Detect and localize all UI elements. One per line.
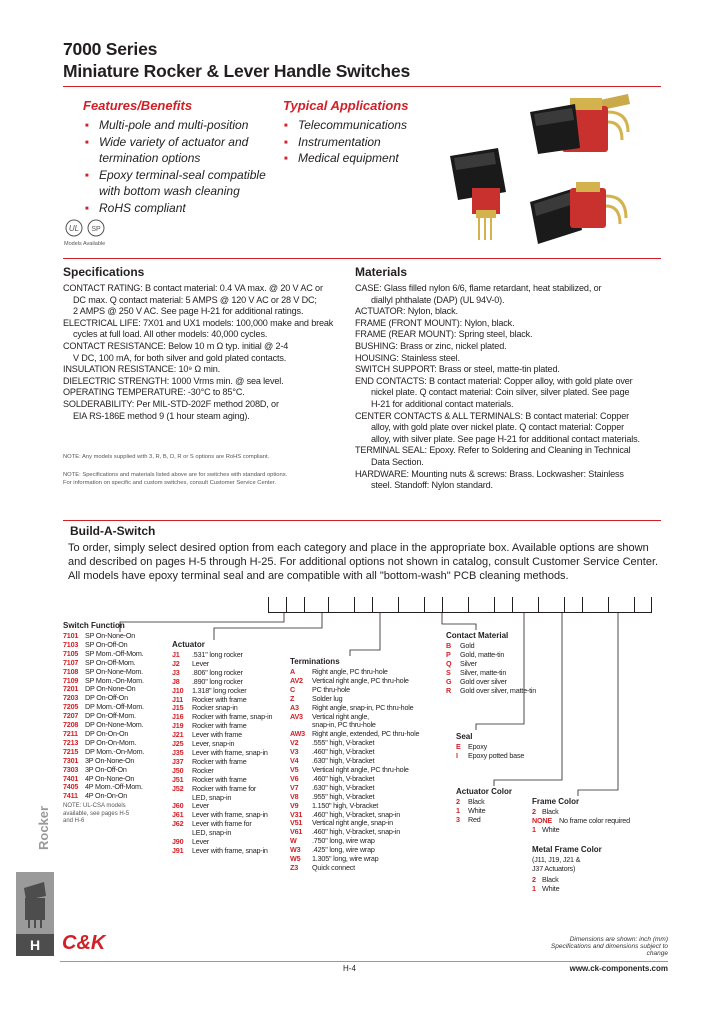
option-code: 7208: [63, 720, 79, 730]
option-desc: Silver, matte-tin: [460, 667, 507, 677]
option-code: AV2: [290, 675, 303, 685]
option-desc: Rocker: [192, 765, 214, 775]
ul-csa-note: [63, 803, 163, 826]
option-desc: 1.318" long rocker: [192, 685, 247, 695]
option-desc: .955" high, V-bracket: [312, 791, 375, 801]
option-code: 1: [532, 824, 536, 834]
metal-frame-subheading-line: J37 Actuators): [532, 863, 576, 873]
option-desc: SP Mom.-Off-Mom.: [85, 648, 144, 658]
spec-line: SOLDERABILITY: Per MIL-STD-202F method 208D, or: [63, 398, 279, 409]
material-line: alloy, with silver plate. See page H-21 for additional contact materials.: [371, 433, 640, 444]
material-line: BUSHING: Brass or zinc, nickel plated.: [355, 340, 507, 351]
actuator-color-heading: Actuator Color: [456, 787, 512, 796]
option-code: 7101: [63, 631, 79, 640]
material-line: FRAME (REAR MOUNT): Spring steel, black.: [355, 329, 533, 340]
option-desc: .630" high, V-bracket: [312, 756, 375, 766]
option-desc: Rocker with frame: [192, 721, 247, 731]
option-code: AW3: [290, 729, 305, 739]
material-line: H-21 for additional contact materials.: [371, 398, 514, 409]
footer-divider: [60, 961, 668, 962]
ul-csa-note-line: available, see pages H-5: [63, 810, 130, 817]
option-desc: SP On-Off-Mom.: [85, 657, 136, 667]
material-line: END CONTACTS: B contact material: Copper alloy, with gold plate over: [355, 375, 633, 386]
option-code: 7109: [63, 675, 79, 685]
option-desc: Rocker with frame: [192, 774, 247, 784]
option-desc: Red: [468, 814, 481, 824]
spec-line: ELECTRICAL LIFE: 7X01 and UX1 models: 100,000 make and break: [63, 317, 334, 328]
option-desc: SP On-None-Mom.: [85, 666, 143, 676]
option-desc: Lever with frame for: [192, 819, 252, 829]
option-code: 7301: [63, 755, 79, 765]
option-code: J2: [172, 658, 180, 668]
actuator-color-list: [456, 798, 485, 825]
switch-function-option[interactable]: [63, 792, 144, 801]
material-line: steel. Standoff: Nylon standard.: [371, 480, 493, 491]
applications-heading: Typical Applications: [283, 98, 409, 113]
option-code: J1: [172, 650, 180, 659]
option-desc: 3P On-None-On: [85, 755, 135, 765]
option-code: W: [290, 836, 297, 846]
option-desc: 3P On-Off-On: [85, 764, 127, 774]
option-desc: Vertical right angle, snap-in: [312, 818, 393, 828]
option-desc: .806" long rocker: [192, 667, 243, 677]
option-code: W3: [290, 845, 301, 855]
option-code: 7401: [63, 773, 79, 783]
option-desc: .630" high, V-bracket: [312, 782, 375, 792]
option-desc: Lever with frame, snap-in: [192, 810, 268, 820]
actuator-option-continued: [172, 829, 272, 838]
ck-logo: C&K: [62, 932, 106, 954]
option-code: J16: [172, 712, 184, 722]
option-code: V6: [290, 773, 299, 783]
option-code: V51: [290, 818, 303, 828]
option-code: V4: [290, 756, 299, 766]
switch-function-list: [63, 632, 144, 801]
option-code: 7205: [63, 702, 79, 712]
option-desc: Lever, snap-in: [192, 739, 235, 749]
option-desc: SP On-Off-On: [85, 639, 128, 649]
option-desc: 1.150" high, V-bracket: [312, 800, 379, 810]
option-code: 7203: [63, 693, 79, 703]
terminations-heading: Terminations: [290, 657, 340, 666]
option-desc: .425" long, wire wrap: [312, 845, 375, 855]
option-code: 7411: [63, 791, 78, 801]
svg-text:UL: UL: [68, 224, 80, 233]
option-code: G: [446, 676, 452, 686]
option-desc: DP On-None-On: [85, 684, 136, 694]
option-desc: Gold over silver, matte-tin: [460, 685, 537, 695]
option-code: J25: [172, 739, 184, 749]
option-desc: White: [542, 883, 560, 893]
option-code: 2: [456, 797, 460, 806]
option-code: V8: [290, 791, 299, 801]
option-desc: 4P On-None-On: [85, 773, 135, 783]
spec-line: DIELECTRIC STRENGTH: 1000 Vrms min. @ sea level.: [63, 375, 284, 386]
metal-frame-color-option[interactable]: [532, 885, 559, 894]
page-title-series: 7000 Series: [63, 39, 158, 59]
option-desc: SP Mom.-On-Mom.: [85, 675, 144, 685]
option-desc: Rocker snap-in: [192, 703, 238, 713]
option-code: V9: [290, 800, 299, 810]
option-desc: Vertical right angle, PC thru-hole: [312, 675, 409, 685]
seal-heading: Seal: [456, 732, 473, 741]
option-desc: .460" high, V-bracket: [312, 747, 375, 757]
rohs-note: NOTE: Any models supplied with 3, R, B, D, R or S options are RoHS compliant.: [63, 454, 270, 460]
option-code: J60: [172, 801, 184, 811]
actuator-option[interactable]: [172, 651, 272, 660]
option-code: J15: [172, 703, 184, 713]
contact-material-option[interactable]: [446, 687, 536, 696]
feature-item: ■ Epoxy terminal-seal compatible with bottom wash cleaning: [83, 167, 283, 200]
termination-option[interactable]: [290, 864, 419, 873]
option-desc: Black: [542, 807, 559, 816]
option-desc: Solder lug: [312, 693, 343, 703]
option-desc: DP On-On-On: [85, 728, 129, 738]
option-code: 7105: [63, 648, 79, 658]
option-desc: Lever with frame, snap-in: [192, 845, 268, 855]
option-desc: Rocker with frame, snap-in: [192, 712, 273, 722]
spec-line: DC max. Q contact material: 5 AMPS @ 120 V AC or 28 V DC;: [73, 294, 317, 305]
spec-line: CONTACT RATING: B contact material: 0.4 VA max. @ 20 V AC or: [63, 283, 323, 293]
option-desc-continued: LED, snap-in: [192, 792, 232, 802]
metal-frame-color-subheading: [532, 856, 580, 874]
option-desc: Gold: [460, 641, 475, 650]
side-tab-label: Rocker: [36, 805, 51, 850]
side-tab-icon-block: [16, 872, 54, 934]
option-desc: Lever: [192, 837, 209, 847]
material-line: nickel plate. Q contact material: Coin silver, silver plated. See page: [371, 387, 630, 398]
option-code: Z: [290, 693, 295, 703]
spec-line: CONTACT RESISTANCE: Below 10 m Ω typ. initial @ 2-4: [63, 340, 289, 351]
option-code: 7213: [63, 737, 79, 747]
option-desc: .750" long, wire wrap: [312, 836, 375, 846]
option-desc: Quick connect: [312, 862, 355, 872]
option-code: J3: [172, 667, 180, 677]
option-desc: Epoxy potted base: [468, 750, 525, 760]
feature-item: ■ Wide variety of actuator and termination options: [83, 134, 283, 167]
build-a-switch-heading: Build-A-Switch: [70, 524, 156, 538]
option-code: 7201: [63, 684, 79, 694]
actuator-color-option[interactable]: [456, 816, 485, 825]
option-desc: Right angle, PC thru-hole: [312, 667, 388, 676]
spec-line: V DC, 100 mA, for both silver and gold plated contacts.: [73, 352, 287, 363]
page-title: Miniature Rocker & Lever Handle Switches: [63, 61, 410, 81]
application-item: ■ Telecommunications: [282, 117, 452, 134]
option-code: V5: [290, 764, 299, 774]
option-desc: Rocker with frame: [192, 756, 247, 766]
option-desc: DP On-On-Mom.: [85, 737, 137, 747]
dimensions-note-line: Specifications and dimensions subject to change: [550, 943, 668, 957]
option-desc: Silver: [460, 658, 477, 668]
side-tab-label-area: [16, 780, 54, 852]
option-code: 7107: [63, 657, 79, 667]
option-code: C: [290, 684, 295, 694]
option-desc: Gold, matte-tin: [460, 649, 505, 659]
option-code: AV3: [290, 711, 303, 721]
terminations-list: [290, 668, 419, 873]
option-code: V7: [290, 782, 299, 792]
option-code: 7207: [63, 711, 79, 721]
option-code: Q: [446, 658, 452, 668]
option-code: 2: [532, 875, 536, 884]
material-line: Data Section.: [371, 456, 424, 467]
option-desc: Black: [542, 875, 559, 884]
material-line: FRAME (FRONT MOUNT): Nylon, black.: [355, 317, 515, 328]
option-code: J61: [172, 810, 184, 820]
features-heading: Features/Benefits: [83, 98, 193, 113]
option-code: 7103: [63, 639, 79, 649]
actuator-option[interactable]: [172, 758, 272, 767]
option-desc: SP On-None-On: [85, 631, 136, 640]
option-code: J50: [172, 765, 184, 775]
option-desc: PC thru-hole: [312, 684, 350, 694]
option-code: 2: [532, 807, 536, 816]
material-line: CENTER CONTACTS & ALL TERMINALS: B contact material: Copper: [355, 410, 629, 421]
ul-csa-note-line: and H-6: [63, 818, 85, 824]
option-code: W5: [290, 854, 301, 864]
option-desc: Rocker with frame: [192, 694, 247, 704]
page-number: H-4: [343, 964, 356, 973]
option-code: V31: [290, 809, 303, 819]
actuator-heading: Actuator: [172, 640, 205, 649]
actuator-option-continued: [172, 794, 272, 803]
option-desc: DP On-None-Mom.: [85, 720, 144, 730]
option-code: 3: [456, 814, 460, 824]
rocker-switch-icon: [16, 872, 54, 934]
option-desc: No frame color required: [559, 815, 630, 825]
material-line: SWITCH SUPPORT: Brass or steel, matte-tin plated.: [355, 364, 560, 375]
specifications-heading: Specifications: [63, 265, 145, 279]
option-code: I: [456, 750, 458, 760]
option-desc: .555" high, V-bracket: [312, 738, 375, 748]
option-desc: Lever with frame: [192, 730, 242, 740]
option-code: J90: [172, 837, 184, 847]
frame-color-option[interactable]: [532, 826, 630, 835]
models-available-label: Models Available: [64, 241, 106, 247]
termination-option[interactable]: [290, 686, 419, 695]
option-code: 7303: [63, 764, 79, 774]
option-code: P: [446, 649, 451, 659]
option-code: 1: [532, 883, 536, 893]
option-desc: Lever with frame, snap-in: [192, 747, 268, 757]
option-code: J19: [172, 721, 184, 731]
svg-text:SP: SP: [91, 226, 101, 233]
spec-line: EIA RS-186E method 9 (1 hour steam aging).: [73, 410, 250, 421]
spec-line: INSULATION RESISTANCE: 10⁹ Ω min.: [63, 364, 221, 375]
option-desc: Gold over silver: [460, 676, 507, 686]
application-item: ■ Medical equipment: [282, 150, 452, 167]
spec-line: OPERATING TEMPERATURE: -30°C to 85°C.: [63, 387, 245, 398]
application-item: ■ Instrumentation: [282, 134, 452, 151]
dimensions-note-line: Dimensions are shown: inch (mm): [569, 936, 668, 943]
spec-line: cycles at full load. All other models: 40,000 cycles.: [73, 329, 268, 340]
option-desc: .460" high, V-bracket: [312, 773, 375, 783]
metal-frame-subheading-line: (J11, J19, J21 &: [532, 855, 581, 864]
option-desc: .890" long rocker: [192, 676, 243, 686]
option-code: 7215: [63, 746, 79, 756]
spec-note-line: NOTE: Specifications and materials listed above are for switches with standard options.: [63, 472, 288, 478]
spec-line: 2 AMPS @ 250 V AC. See page H-21 for additional ratings.: [73, 306, 304, 317]
material-line: TERMINAL SEAL: Epoxy. Refer to Soldering and Cleaning in Technical: [355, 445, 631, 456]
option-desc: Lever: [192, 658, 209, 668]
material-line: HARDWARE: Mounting nuts & screws: Brass. Lockwasher: Stainless: [355, 468, 624, 479]
option-code: S: [446, 667, 451, 677]
material-line: CASE: Glass filled nylon 6/6, flame retardant, heat stabilized, or: [355, 283, 602, 293]
option-desc: Vertical right angle,: [312, 711, 369, 721]
section-letter-tab: H: [16, 934, 54, 956]
option-desc: 4P Mom.-Off-Mom.: [85, 782, 143, 792]
termination-option[interactable]: [290, 677, 419, 686]
option-code: 7108: [63, 666, 79, 676]
metal-frame-color-list: [532, 876, 559, 894]
option-code: 1: [456, 805, 460, 815]
option-desc: Black: [468, 797, 485, 806]
option-code: V2: [290, 738, 299, 748]
build-a-switch-intro: To order, simply select desired option from each category and place in the appropriate box. Available options are shown and described on pages H-5 through H-25. For additional options not shown in catalog, consult Customer Service Center. All models have epoxy terminal seal and are compatible with all "bottom-wash" PCB cleaning methods.: [68, 542, 659, 582]
option-code: 7211: [63, 728, 78, 738]
option-desc: DP On-Off-Mom.: [85, 711, 136, 721]
contact-material-heading: Contact Material: [446, 631, 509, 640]
option-code: J62: [172, 819, 184, 829]
material-line: HOUSING: Stainless steel.: [355, 352, 460, 363]
option-code: 7405: [63, 782, 79, 792]
option-code: J21: [172, 730, 184, 740]
option-code: J10: [172, 685, 184, 695]
option-code: E: [456, 742, 461, 751]
option-desc: 1.305" long, wire wrap: [312, 854, 379, 864]
option-desc: White: [542, 824, 560, 834]
switch-function-heading: Switch Function: [63, 621, 125, 630]
option-code: J35: [172, 747, 184, 757]
option-code: A: [290, 667, 295, 676]
feature-item: ■ Multi-pole and multi-position: [83, 117, 283, 134]
seal-option[interactable]: [456, 752, 524, 761]
material-line: ACTUATOR: Nylon, black.: [355, 306, 458, 317]
option-desc: .460" high, V-bracket, snap-in: [312, 809, 401, 819]
option-code: B: [446, 641, 451, 650]
option-desc: Rocker with frame for: [192, 783, 257, 793]
option-code: A3: [290, 702, 299, 712]
contact-material-list: [446, 642, 536, 695]
option-desc: .531" long rocker: [192, 650, 243, 659]
option-desc: Epoxy: [468, 742, 487, 751]
option-desc: Right angle, extended, PC thru-hole: [312, 729, 420, 739]
frame-color-heading: Frame Color: [532, 797, 580, 806]
option-code: J52: [172, 783, 184, 793]
option-desc: White: [468, 805, 486, 815]
option-code: J51: [172, 774, 184, 784]
option-code: J8: [172, 676, 180, 686]
option-code: V61: [290, 827, 303, 837]
option-desc: DP On-Off-On: [85, 693, 128, 703]
option-code: J11: [172, 694, 183, 704]
seal-list: [456, 743, 524, 761]
spec-note-line: For information on specific and custom switches, consult Customer Service Center.: [63, 479, 276, 486]
option-code: Z3: [290, 862, 298, 872]
website-link[interactable]: www.ck-components.com: [569, 964, 668, 973]
option-desc: Lever: [192, 801, 209, 811]
option-desc-continued: snap-in, PC thru-hole: [312, 720, 376, 730]
option-desc: Right angle, snap-in, PC thru-hole: [312, 702, 414, 712]
option-code: V3: [290, 747, 299, 757]
option-desc: 4P On-On-On: [85, 791, 128, 801]
actuator-list: [172, 651, 272, 856]
option-code: NONE: [532, 815, 552, 825]
option-code: J37: [172, 756, 184, 766]
option-desc: Vertical right angle, PC thru-hole: [312, 764, 409, 774]
option-desc: DP Mom.-On-Mom.: [85, 746, 145, 756]
option-desc: DP Mom.-Off-Mom.: [85, 702, 144, 712]
option-code: J91: [172, 845, 184, 855]
option-code: R: [446, 685, 451, 695]
ul-csa-note-line: NOTE: UL-CSA models: [63, 803, 126, 809]
feature-item: ■ RoHS compliant: [83, 200, 283, 217]
option-desc-continued: LED, snap-in: [192, 828, 232, 838]
dimensions-note: [540, 936, 668, 957]
metal-frame-color-heading: Metal Frame Color: [532, 845, 602, 854]
material-line: alloy, with gold plate over nickel plate. Q contact material: Copper: [371, 422, 624, 433]
frame-color-list: [532, 808, 630, 835]
option-desc: .460" high, V-bracket, snap-in: [312, 827, 401, 837]
materials-heading: Materials: [355, 265, 408, 279]
actuator-option[interactable]: [172, 847, 272, 856]
material-line: diallyl phthalate (DAP) (UL 94V-0).: [371, 294, 505, 305]
